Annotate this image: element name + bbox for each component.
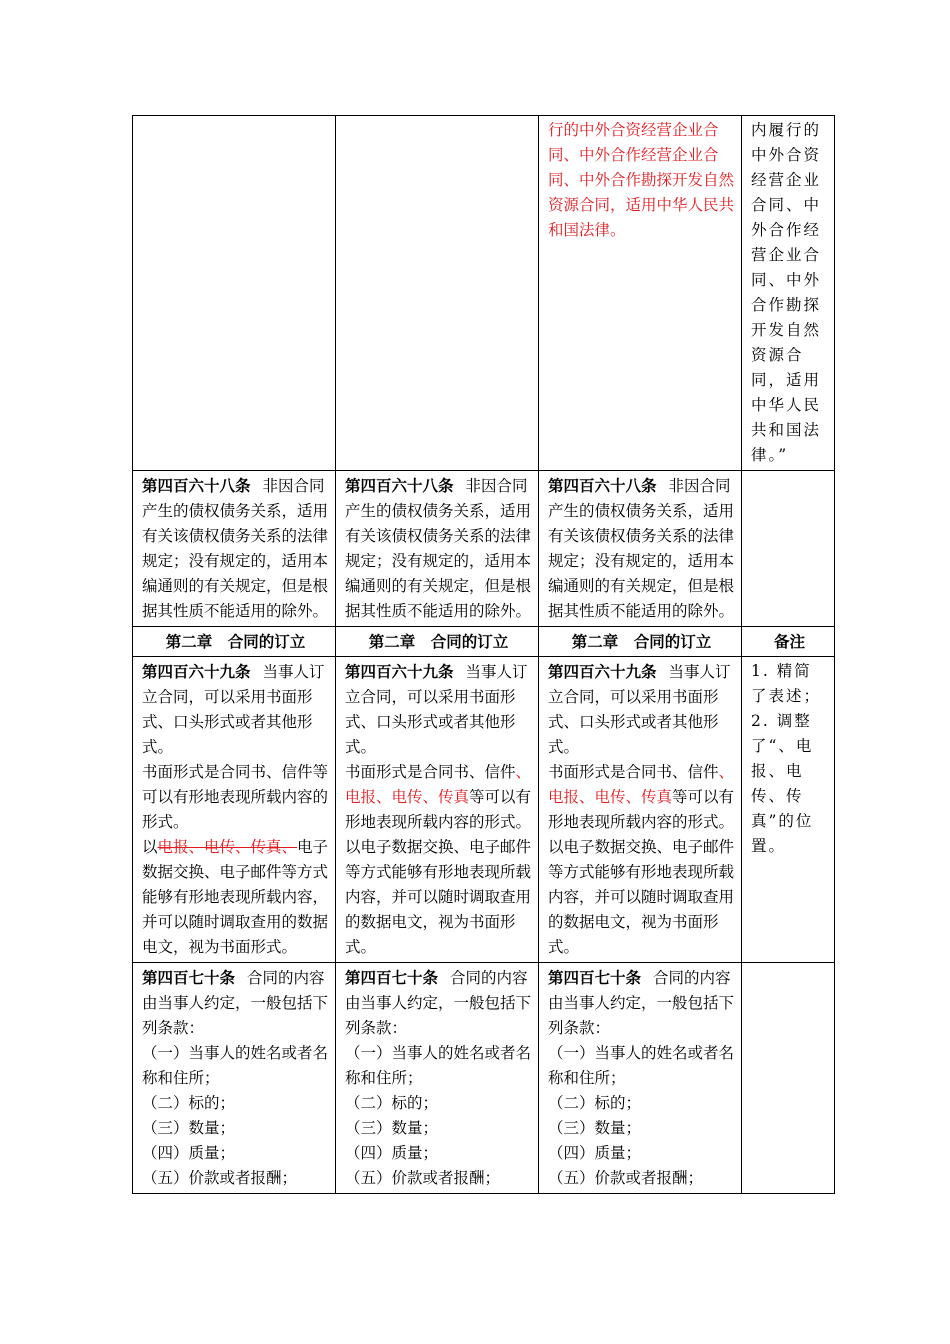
article-number: 第四百七十条: [345, 968, 439, 987]
note-item: 1. 精简了表述；: [751, 662, 822, 705]
text-b: 等可以有形地表现所载内容的形式。: [345, 788, 532, 831]
paragraph: 以电子数据交换、电子邮件等方式能够有形地表现所载内容，并可以随时调取查用的数据电文，视为书面形式。: [548, 838, 735, 956]
article-text: 当事人订立合同，可以采用书面形式、口头形式或者其他形式。: [548, 663, 731, 756]
list-item: （四）质量；: [548, 1144, 642, 1162]
text-a: 书面形式是合同书、信件: [548, 763, 719, 781]
article-text: 合同的内容由当事人约定，一般包括下列条款：: [548, 969, 735, 1037]
article-text: 当事人订立合同，可以采用书面形式、口头形式或者其他形式。: [142, 663, 325, 756]
article-number: 第四百七十条: [142, 968, 236, 987]
table-row: [133, 627, 835, 657]
moved-text: 、电报、电传、传真: [345, 763, 532, 806]
list-item: （四）质量；: [142, 1144, 236, 1162]
article-number: 第四百六十九条: [548, 662, 657, 681]
cell-note: [742, 471, 835, 627]
list-item: （二）标的；: [345, 1094, 439, 1112]
table-row: [133, 657, 835, 963]
table-row: [133, 471, 835, 627]
article-text: 非因合同产生的债权债务关系，适用有关该债权债务关系的法律规定；没有规定的，适用本编通则的有关规定，但是根据其性质不能适用的除外。: [142, 477, 329, 620]
text-b: 等可以有形地表现所载内容的形式。: [548, 788, 735, 831]
cell-note: [742, 116, 835, 471]
list-item: （五）价款或者报酬；: [345, 1169, 501, 1187]
list-item: （一）当事人的姓名或者名称和住所；: [142, 1044, 329, 1087]
text-rest: 电子数据交换、电子邮件等方式能够有形地表现所载内容，并可以随时调取查用的数据电文，视为书面形式。: [142, 838, 329, 956]
article-text: 当事人订立合同，可以采用书面形式、口头形式或者其他形式。: [345, 663, 528, 756]
list-item: （三）数量；: [345, 1119, 439, 1137]
cell-col3: [539, 471, 742, 627]
note-item: 2. 调整了“、电报、电传、传真”的位置。: [751, 712, 814, 855]
cell-note: [742, 963, 835, 1194]
note-text: 内履行的中外合资经营企业合同、中外合作经营企业合同、中外合作勘探开发自然资源合同，适用中华人民共和国法律。”: [751, 121, 822, 464]
list-item: （三）数量；: [142, 1119, 236, 1137]
cell-col1: [133, 963, 336, 1194]
paragraph: [142, 835, 329, 960]
article-number: 第四百六十八条: [142, 476, 251, 495]
cell-col2: [336, 471, 539, 627]
paragraph: 书面形式是合同书、信件等可以有形地表现所载内容的形式。: [142, 763, 329, 831]
list-item: （二）标的；: [142, 1094, 236, 1112]
cell-col2: [336, 657, 539, 963]
table-row: [133, 963, 835, 1194]
article-number: 第四百六十八条: [548, 476, 657, 495]
paragraph: [345, 760, 532, 835]
article-number: 第四百六十九条: [142, 662, 251, 681]
cell-col1: [133, 471, 336, 627]
chapter-title: 第二章 合同的订立: [539, 627, 742, 657]
article-text: 非因合同产生的债权债务关系，适用有关该债权债务关系的法律规定；没有规定的，适用本编通则的有关规定，但是根据其性质不能适用的除外。: [345, 477, 532, 620]
article-number: 第四百六十九条: [345, 662, 454, 681]
cell-col3: [539, 657, 742, 963]
text-prefix: 以: [142, 838, 158, 856]
chapter-title: 第二章 合同的订立: [133, 627, 336, 657]
list-item: （五）价款或者报酬；: [548, 1169, 704, 1187]
list-item: （一）当事人的姓名或者名称和住所；: [345, 1044, 532, 1087]
article-text: 合同的内容由当事人约定，一般包括下列条款：: [345, 969, 532, 1037]
list-item: （二）标的；: [548, 1094, 642, 1112]
table-row: [133, 116, 835, 471]
list-item: （三）数量；: [548, 1119, 642, 1137]
paragraph: 以电子数据交换、电子邮件等方式能够有形地表现所载内容，并可以随时调取查用的数据电文，视为书面形式。: [345, 838, 532, 956]
article-text: 合同的内容由当事人约定，一般包括下列条款：: [142, 969, 329, 1037]
chapter-title: 第二章 合同的订立: [336, 627, 539, 657]
text-a: 书面形式是合同书、信件: [345, 763, 516, 781]
list-item: （四）质量；: [345, 1144, 439, 1162]
cell-col1: [133, 116, 336, 471]
list-item: （五）价款或者报酬；: [142, 1169, 298, 1187]
moved-text: 、电报、电传、传真: [548, 763, 735, 806]
comparison-table: [132, 115, 835, 1194]
note-header: 备注: [742, 627, 835, 657]
cell-col3: [539, 963, 742, 1194]
paragraph: [548, 760, 735, 835]
cell-col2: [336, 116, 539, 471]
article-number: 第四百七十条: [548, 968, 642, 987]
cell-col2: [336, 963, 539, 1194]
deleted-text: 电报、电传、传真、: [157, 838, 298, 856]
cell-note: [742, 657, 835, 963]
cell-col1: [133, 657, 336, 963]
article-text: 非因合同产生的债权债务关系，适用有关该债权债务关系的法律规定；没有规定的，适用本编通则的有关规定，但是根据其性质不能适用的除外。: [548, 477, 735, 620]
list-item: （一）当事人的姓名或者名称和住所；: [548, 1044, 735, 1087]
article-number: 第四百六十八条: [345, 476, 454, 495]
amended-text: 行的中外合资经营企业合同、中外合作经营企业合同、中外合作勘探开发自然资源合同，适用中华人民共和国法律。: [548, 121, 735, 239]
cell-col3: [539, 116, 742, 471]
